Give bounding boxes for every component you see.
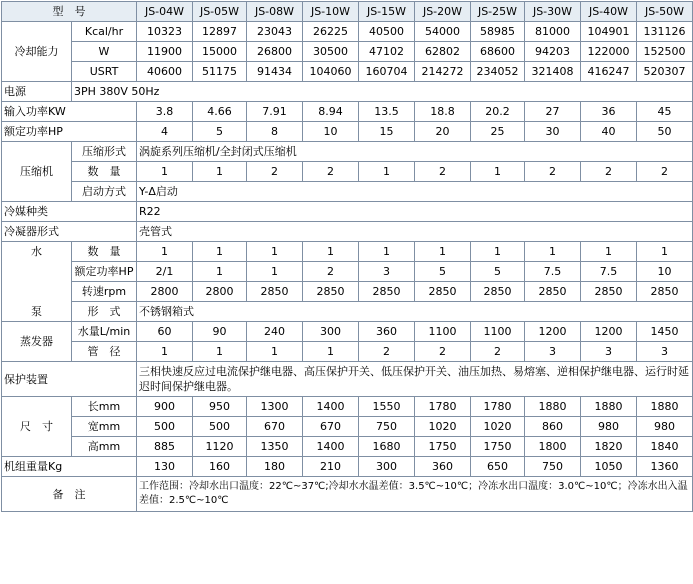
- value-cell: 2800: [137, 282, 193, 302]
- value-cell: 2850: [247, 282, 303, 302]
- value-cell: 360: [359, 322, 415, 342]
- value-cell: 40600: [137, 62, 193, 82]
- cooling-row: [2, 62, 693, 82]
- pump-form-label: 形 式: [72, 302, 137, 322]
- value-cell: 885: [137, 437, 193, 457]
- value-cell: 360: [415, 457, 471, 477]
- value-cell: 1750: [415, 437, 471, 457]
- value-cell: 20.2: [471, 102, 525, 122]
- value-cell: 160: [193, 457, 247, 477]
- value-cell: 750: [359, 417, 415, 437]
- value-cell: 51175: [193, 62, 247, 82]
- value-cell: 1: [137, 342, 193, 362]
- rated-power-label: 额定功率HP: [2, 122, 137, 142]
- pump-qty-label: 数 量: [72, 242, 137, 262]
- value-cell: 8: [247, 122, 303, 142]
- pump-power-row: [2, 262, 693, 282]
- value-cell: 1780: [471, 397, 525, 417]
- input-power-label: 输入功率KW: [2, 102, 137, 122]
- value-cell: 1: [193, 162, 247, 182]
- value-cell: 152500: [637, 42, 693, 62]
- pump-label-bottom: 泵: [2, 302, 72, 322]
- value-cell: 36: [581, 102, 637, 122]
- refrigerant-label: 冷媒种类: [2, 202, 137, 222]
- dimension-row: [2, 417, 693, 437]
- rated-power-row: [2, 122, 693, 142]
- unit-cell: W: [72, 42, 137, 62]
- value-cell: 2850: [303, 282, 359, 302]
- value-cell: 2850: [471, 282, 525, 302]
- value-cell: 7.5: [525, 262, 581, 282]
- value-cell: 1100: [471, 322, 525, 342]
- value-cell: 2: [415, 162, 471, 182]
- value-cell: 26225: [303, 22, 359, 42]
- value-cell: 130: [137, 457, 193, 477]
- value-cell: 2: [303, 262, 359, 282]
- weight-row: [2, 457, 693, 477]
- value-cell: 321408: [525, 62, 581, 82]
- value-cell: 2850: [415, 282, 471, 302]
- value-cell: 30500: [303, 42, 359, 62]
- value-cell: 2: [637, 162, 693, 182]
- value-cell: 980: [581, 417, 637, 437]
- value-cell: 62802: [415, 42, 471, 62]
- value-cell: 1: [247, 342, 303, 362]
- value-cell: 40500: [359, 22, 415, 42]
- value-cell: 91434: [247, 62, 303, 82]
- value-cell: 20: [415, 122, 471, 142]
- pump-form-value: 不锈钢箱式: [137, 302, 693, 322]
- value-cell: 5: [415, 262, 471, 282]
- value-cell: 1050: [581, 457, 637, 477]
- value-cell: 1680: [359, 437, 415, 457]
- value-cell: 13.5: [359, 102, 415, 122]
- unit-cell: 高mm: [72, 437, 137, 457]
- value-cell: 7.5: [581, 262, 637, 282]
- refrigerant-row: [2, 202, 693, 222]
- unit-cell: USRT: [72, 62, 137, 82]
- value-cell: 1: [247, 262, 303, 282]
- value-cell: 60: [137, 322, 193, 342]
- remarks-row: [2, 477, 693, 512]
- value-cell: 980: [637, 417, 693, 437]
- value-cell: 1100: [415, 322, 471, 342]
- model-header-cell: JS-50W: [637, 2, 693, 22]
- value-cell: 1880: [525, 397, 581, 417]
- condenser-value: 壳管式: [137, 222, 693, 242]
- value-cell: 950: [193, 397, 247, 417]
- value-cell: 8.94: [303, 102, 359, 122]
- value-cell: 300: [359, 457, 415, 477]
- value-cell: 1400: [303, 397, 359, 417]
- value-cell: 25: [471, 122, 525, 142]
- value-cell: 1200: [581, 322, 637, 342]
- value-cell: 1020: [415, 417, 471, 437]
- pump-speed-row: [2, 282, 693, 302]
- header-row: [2, 2, 693, 22]
- value-cell: 7.91: [247, 102, 303, 122]
- value-cell: 1550: [359, 397, 415, 417]
- model-header-cell: JS-10W: [303, 2, 359, 22]
- value-cell: 1: [581, 242, 637, 262]
- value-cell: 4: [137, 122, 193, 142]
- compressor-type-value: 涡旋系列压缩机/全封闭式压缩机: [137, 142, 693, 162]
- model-header-cell: JS-40W: [581, 2, 637, 22]
- power-supply-value: 3PH 380V 50Hz: [72, 82, 693, 102]
- value-cell: 160704: [359, 62, 415, 82]
- value-cell: 1: [637, 242, 693, 262]
- unit-cell: 长mm: [72, 397, 137, 417]
- refrigerant-value: R22: [137, 202, 693, 222]
- model-header-cell: JS-08W: [247, 2, 303, 22]
- value-cell: 1: [359, 162, 415, 182]
- value-cell: 1: [137, 162, 193, 182]
- protection-value: 三相快速反应过电流保护继电器、高压保护开关、低压保护开关、油压加热、易熔塞、逆相保护继电器、运行时延迟时间保护继电器。: [137, 362, 693, 397]
- value-cell: 5: [193, 122, 247, 142]
- pump-label-spacer: [2, 282, 72, 302]
- evaporator-pipe-label: 管 径: [72, 342, 137, 362]
- value-cell: 2: [471, 342, 525, 362]
- value-cell: 1350: [247, 437, 303, 457]
- compressor-qty-label: 数 量: [72, 162, 137, 182]
- value-cell: 1020: [471, 417, 525, 437]
- value-cell: 131126: [637, 22, 693, 42]
- value-cell: 3: [637, 342, 693, 362]
- value-cell: 90: [193, 322, 247, 342]
- input-power-row: [2, 102, 693, 122]
- pump-label-top: 水: [2, 242, 72, 262]
- dimension-row: [2, 397, 693, 417]
- value-cell: 300: [303, 322, 359, 342]
- compressor-start-row: [2, 182, 693, 202]
- compressor-qty-row: [2, 162, 693, 182]
- value-cell: 122000: [581, 42, 637, 62]
- value-cell: 1: [359, 242, 415, 262]
- value-cell: 1: [193, 342, 247, 362]
- evaporator-flow-row: [2, 322, 693, 342]
- value-cell: 234052: [471, 62, 525, 82]
- value-cell: 210: [303, 457, 359, 477]
- value-cell: 2850: [637, 282, 693, 302]
- model-header-cell: JS-04W: [137, 2, 193, 22]
- value-cell: 104901: [581, 22, 637, 42]
- value-cell: 1: [193, 262, 247, 282]
- value-cell: 240: [247, 322, 303, 342]
- compressor-start-value: Y-Δ启动: [137, 182, 693, 202]
- value-cell: 1: [303, 342, 359, 362]
- value-cell: 2850: [581, 282, 637, 302]
- value-cell: 30: [525, 122, 581, 142]
- pump-qty-row: [2, 242, 693, 262]
- value-cell: 2: [415, 342, 471, 362]
- value-cell: 1880: [581, 397, 637, 417]
- value-cell: 1300: [247, 397, 303, 417]
- model-header-cell: JS-15W: [359, 2, 415, 22]
- value-cell: 650: [471, 457, 525, 477]
- value-cell: 416247: [581, 62, 637, 82]
- protection-label: 保护装置: [2, 362, 137, 397]
- unit-cell: 宽mm: [72, 417, 137, 437]
- cooling-row: [2, 22, 693, 42]
- value-cell: 26800: [247, 42, 303, 62]
- value-cell: 1400: [303, 437, 359, 457]
- value-cell: 2850: [359, 282, 415, 302]
- value-cell: 27: [525, 102, 581, 122]
- value-cell: 670: [303, 417, 359, 437]
- value-cell: 860: [525, 417, 581, 437]
- pump-power-label: 额定功率HP: [72, 262, 137, 282]
- value-cell: 47102: [359, 42, 415, 62]
- value-cell: 11900: [137, 42, 193, 62]
- protection-row: [2, 362, 693, 397]
- value-cell: 1: [193, 242, 247, 262]
- value-cell: 2: [303, 162, 359, 182]
- value-cell: 2: [359, 342, 415, 362]
- model-header-cell: JS-30W: [525, 2, 581, 22]
- evaporator-flow-label: 水量L/min: [72, 322, 137, 342]
- value-cell: 5: [471, 262, 525, 282]
- value-cell: 1: [525, 242, 581, 262]
- value-cell: 45: [637, 102, 693, 122]
- value-cell: 1360: [637, 457, 693, 477]
- model-header-cell: JS-25W: [471, 2, 525, 22]
- pump-speed-label: 转速rpm: [72, 282, 137, 302]
- value-cell: 40: [581, 122, 637, 142]
- value-cell: 1840: [637, 437, 693, 457]
- pump-label-spacer: [2, 262, 72, 282]
- value-cell: 500: [137, 417, 193, 437]
- value-cell: 500: [193, 417, 247, 437]
- value-cell: 1: [247, 242, 303, 262]
- dimensions-label: 尺 寸: [2, 397, 72, 457]
- value-cell: 180: [247, 457, 303, 477]
- value-cell: 10323: [137, 22, 193, 42]
- value-cell: 1: [471, 242, 525, 262]
- value-cell: 2850: [525, 282, 581, 302]
- value-cell: 3: [581, 342, 637, 362]
- remarks-value: 工作范围：冷却水出口温度：22℃~37℃;冷却水水温差值：3.5℃~10℃；冷冻水出口温度：3.0℃~10℃；冷冻水出入温差值：2.5℃~10℃: [137, 477, 693, 512]
- value-cell: 10: [637, 262, 693, 282]
- value-cell: 3.8: [137, 102, 193, 122]
- power-supply-row: [2, 82, 693, 102]
- value-cell: 10: [303, 122, 359, 142]
- model-header-cell: JS-20W: [415, 2, 471, 22]
- power-supply-label: 电源: [2, 82, 72, 102]
- compressor-type-row: [2, 142, 693, 162]
- value-cell: 3: [359, 262, 415, 282]
- value-cell: 23043: [247, 22, 303, 42]
- value-cell: 2/1: [137, 262, 193, 282]
- spec-table-body: [2, 2, 693, 512]
- value-cell: 68600: [471, 42, 525, 62]
- value-cell: 900: [137, 397, 193, 417]
- value-cell: 1880: [637, 397, 693, 417]
- value-cell: 2: [525, 162, 581, 182]
- value-cell: 520307: [637, 62, 693, 82]
- value-cell: 15000: [193, 42, 247, 62]
- evaporator-label: 蒸发器: [2, 322, 72, 362]
- value-cell: 3: [525, 342, 581, 362]
- value-cell: 1450: [637, 322, 693, 342]
- cooling-label: 冷却能力: [2, 22, 72, 82]
- compressor-label: 压缩机: [2, 142, 72, 202]
- pump-form-row: [2, 302, 693, 322]
- value-cell: 1120: [193, 437, 247, 457]
- value-cell: 1: [415, 242, 471, 262]
- condenser-label: 冷凝器形式: [2, 222, 137, 242]
- value-cell: 1820: [581, 437, 637, 457]
- compressor-start-label: 启动方式: [72, 182, 137, 202]
- value-cell: 1750: [471, 437, 525, 457]
- weight-label: 机组重量Kg: [2, 457, 137, 477]
- spec-table: [1, 1, 693, 512]
- value-cell: 1780: [415, 397, 471, 417]
- compressor-type-label: 压缩形式: [72, 142, 137, 162]
- value-cell: 1: [303, 242, 359, 262]
- value-cell: 15: [359, 122, 415, 142]
- value-cell: 214272: [415, 62, 471, 82]
- value-cell: 1200: [525, 322, 581, 342]
- cooling-row: [2, 42, 693, 62]
- value-cell: 2: [581, 162, 637, 182]
- value-cell: 1800: [525, 437, 581, 457]
- value-cell: 2: [247, 162, 303, 182]
- model-header-cell: JS-05W: [193, 2, 247, 22]
- model-header-label: 型 号: [2, 2, 137, 22]
- value-cell: 1: [471, 162, 525, 182]
- value-cell: 54000: [415, 22, 471, 42]
- remarks-label: 备 注: [2, 477, 137, 512]
- value-cell: 18.8: [415, 102, 471, 122]
- unit-cell: Kcal/hr: [72, 22, 137, 42]
- value-cell: 94203: [525, 42, 581, 62]
- value-cell: 81000: [525, 22, 581, 42]
- value-cell: 750: [525, 457, 581, 477]
- value-cell: 1: [137, 242, 193, 262]
- evaporator-pipe-row: [2, 342, 693, 362]
- value-cell: 670: [247, 417, 303, 437]
- value-cell: 4.66: [193, 102, 247, 122]
- value-cell: 58985: [471, 22, 525, 42]
- value-cell: 50: [637, 122, 693, 142]
- value-cell: 12897: [193, 22, 247, 42]
- dimension-row: [2, 437, 693, 457]
- value-cell: 2800: [193, 282, 247, 302]
- condenser-row: [2, 222, 693, 242]
- value-cell: 104060: [303, 62, 359, 82]
